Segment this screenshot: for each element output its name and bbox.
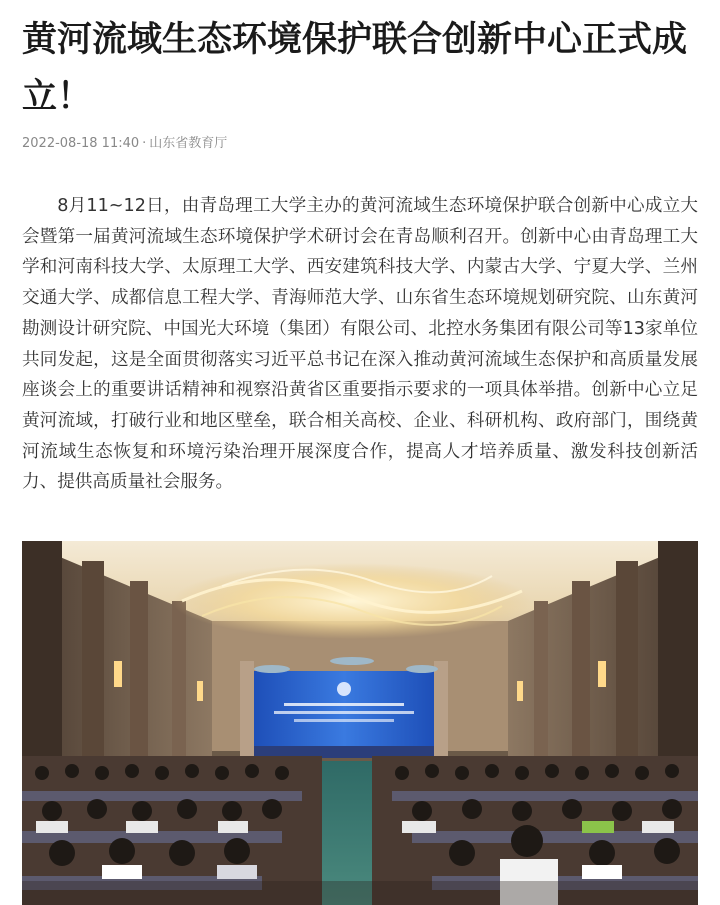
article-title: 黄河流域生态环境保护联合创新中心正式成立！: [22, 20, 688, 117]
publish-date: 2022-08-18 11:40: [22, 136, 140, 151]
conference-hall-photo: [22, 541, 698, 905]
article-paragraph: 8月11~12日，由青岛理工大学主办的黄河流域生态环境保护联合创新中心成立大会暨第一届黄河流域生态环境保护学术研讨会在青岛顺利召开。创新中心由青岛理工大学和河南科技大学、太原理工大学、西安建筑科技大学、内蒙古大学、宁夏大学、兰州交通大学、成都信息工程大学、青海师范大学、山东省生态环境规划研究院、山东黄河勘测设计研究院、中国光大环境（集团）有限公司、北控水务集团有限公司等13家单位共同发起，这是全面贯彻落实习近平总书记在深入推动黄河流域生态保护和高质量发展座谈会上的重要讲话精神和视察沿黄省区重要指示要求的一项具体举措。创新中心立足黄河流域，打破行业和地区壁垒，联合相关高校、企业、科研机构、政府部门，围绕黄河流域生态恢复和环境污染治理开展深度合作，提高人才培养质量、激发科技创新活力、提供高质量社会服务。: [22, 196, 698, 493]
article-meta: [22, 135, 227, 153]
meta-separator: ·: [142, 136, 147, 151]
source-link[interactable]: 山东省教育厅: [149, 136, 228, 151]
